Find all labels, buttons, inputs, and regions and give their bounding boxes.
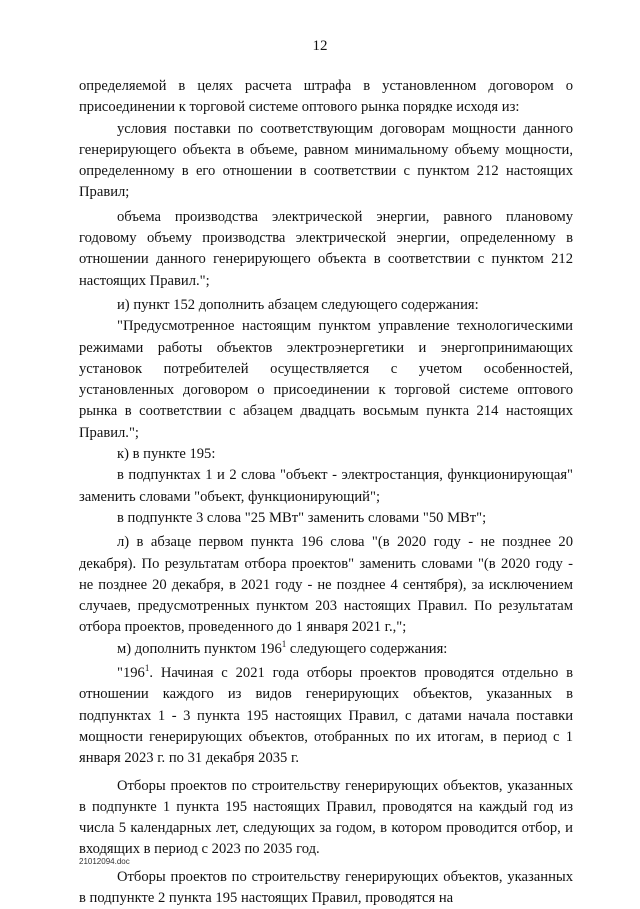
superscript: 1 xyxy=(281,638,287,649)
paragraph-text: следующего содержания: xyxy=(286,640,448,657)
paragraph: условия поставки по соответствующим договорам мощности данного генерирующего объекта в объеме, равном минимальному объему мощности, определенному в его отношении в соответствии с пунктом 212 настоящих Правил; xyxy=(79,120,573,201)
paragraph: Отборы проектов по строительству генерирующих объектов, указанных в подпункте 2 пункта 195 настоящих Правил, проводятся на xyxy=(79,868,573,906)
paragraph: в подпунктах 1 и 2 слова "объект - электростанция, функционирующая" заменить словами "объект, функционирующий"; xyxy=(79,467,573,505)
paragraph-text: "196 xyxy=(117,665,145,682)
paragraph xyxy=(79,663,573,769)
paragraph: л) в абзаце первом пункта 196 слова "(в 2020 году - не позднее 20 декабря). По результатам отбора проектов" заменить словами "(в 2020 году - не позднее 20 декабря, в 2021 году - не позднее 4 сентября), за исключением случаев, предусмотренных пунктом 203 настоящих Правил. По результатам отбора проектов, проведенного до 1 января 2021 г.,"; xyxy=(79,534,573,636)
paragraph-text: м) дополнить пунктом 196 xyxy=(117,640,282,657)
paragraph: объема производства электрической энергии, равного плановому годовому объему производства электрической энергии, определенному в отношении данного генерирующего объекта в соответствии с пунктом 212 настоящих Правил."; xyxy=(79,208,573,289)
paragraph: Отборы проектов по строительству генерирующих объектов, указанных в подпункте 1 пункта 195 настоящих Правил, проводятся на каждый год из числа 5 календарных лет, следующих за годом, в котором проводится отбор, и входящих в период с 2023 по 2035 год. xyxy=(79,777,573,858)
paragraph: и) пункт 152 дополнить абзацем следующего содержания: xyxy=(117,296,479,313)
document-body xyxy=(79,76,573,909)
paragraph: в подпункте 3 слова "25 МВт" заменить словами "50 МВт"; xyxy=(117,509,487,526)
paragraph-text: . Начиная с 2021 года отборы проектов проводятся отдельно в отношении каждого из видов генерирующих объектов, указанных в подпунктах 1 - 3 пункта 195 настоящих Правил, с датами начала поставки мощности генерирующих объектов, отобранных по их итогам, в период с 1 января 2023 г. по 31 декабря 2035 г. xyxy=(79,665,573,767)
paragraph xyxy=(79,639,573,660)
paragraph: определяемой в целях расчета штрафа в установленном договором о присоединении к торговой системе оптового рынка порядке исходя из: xyxy=(79,78,573,116)
file-name-footer: 21012094.doc xyxy=(79,857,130,866)
paragraph: "Предусмотренное настоящим пунктом управление технологическими режимами работы объектов электроэнергетики и энергопринимающих установок потребителей осуществляется с учетом особенностей, установленных договором о присоединении к торговой системе оптового рынка в соответствии с абзацем двадцать восьмым пункта 214 настоящих Правил."; xyxy=(79,318,573,441)
superscript: 1 xyxy=(144,663,150,674)
paragraph: к) в пункте 195: xyxy=(117,446,216,463)
page-number: 12 xyxy=(312,38,328,54)
